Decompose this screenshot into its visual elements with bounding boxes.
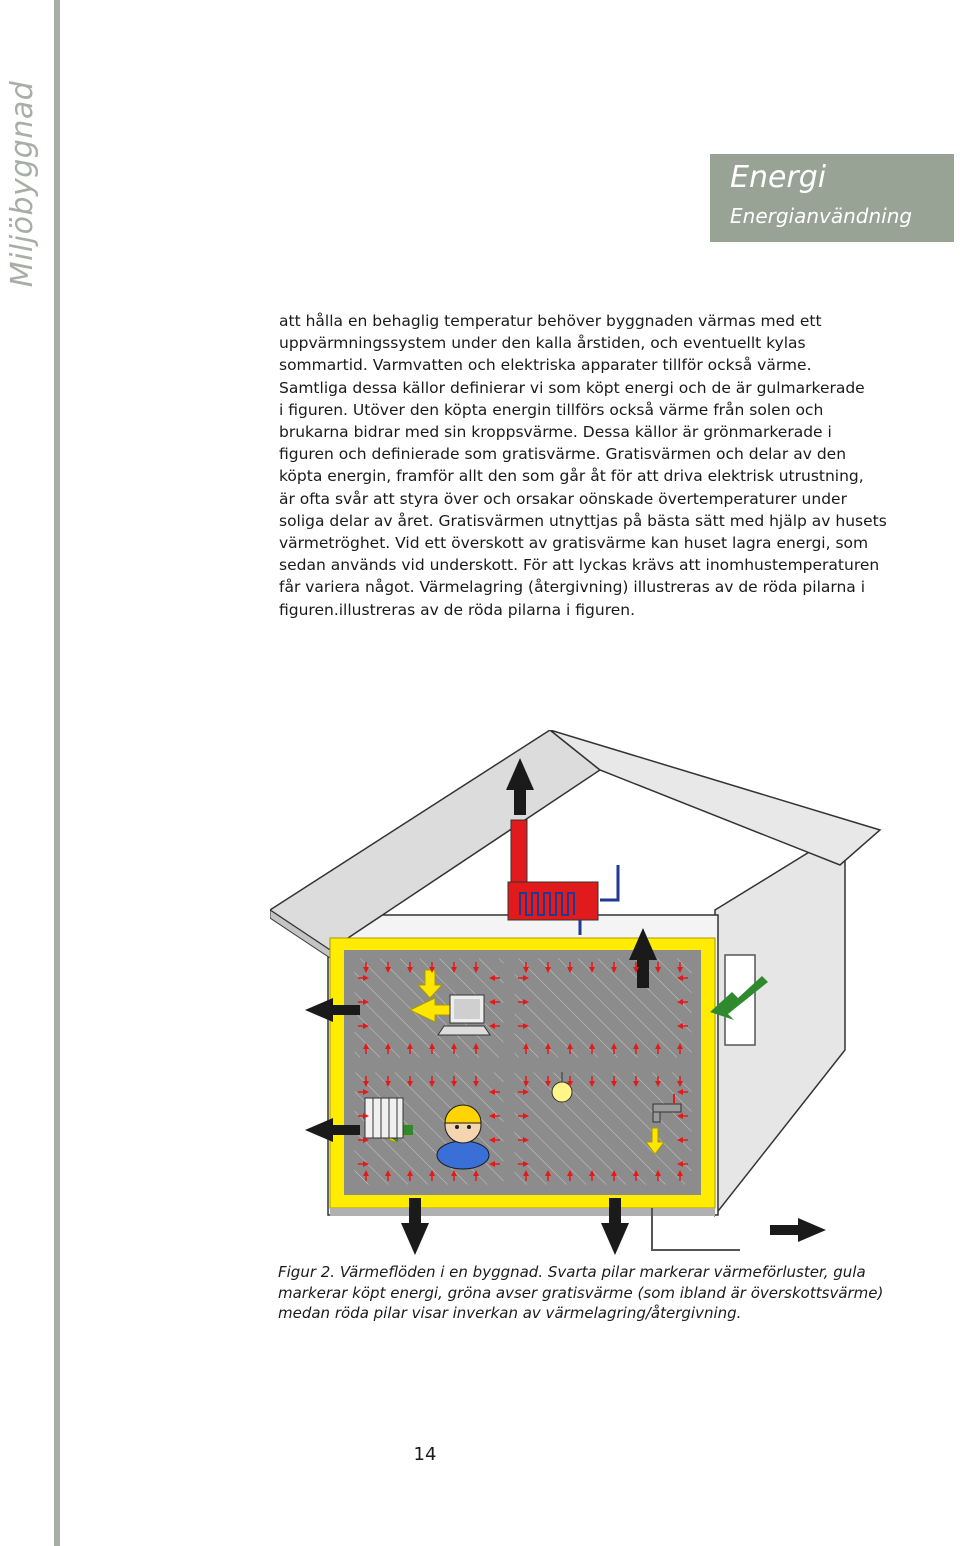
heating-pipe bbox=[600, 865, 618, 900]
sidebar-title: Miljöbyggnad bbox=[5, 80, 40, 288]
sidebar-rule bbox=[54, 0, 60, 1546]
body-paragraph bbox=[279, 310, 919, 621]
section-title: Energi bbox=[730, 160, 827, 195]
body-line: att hålla en behaglig temperatur behöver byggnaden värmas med ett bbox=[279, 312, 822, 330]
ground-slab bbox=[330, 1208, 715, 1216]
radiator-icon bbox=[365, 1098, 403, 1138]
section-subtitle: Energianvändning bbox=[730, 204, 913, 228]
caption-line: medan röda pilar visar inverkan av värmelagring/återgivning. bbox=[278, 1304, 742, 1322]
body-line: Samtliga dessa källor definierar vi som köpt energi och de är gulmarkerade bbox=[279, 378, 865, 397]
caption-line: markerar köpt energi, gröna avser gratisvärme (som ibland är överskottsvärme) bbox=[278, 1283, 884, 1302]
body-line: i figuren. Utöver den köpta energin tillförs också värme från solen och bbox=[279, 400, 824, 419]
heat-flow-figure bbox=[270, 730, 960, 1260]
body-line: uppvärmningssystem under den kalla årstiden, och eventuellt kylas bbox=[279, 334, 806, 353]
body-line: sedan används vid underskott. För att lyckas krävs att inomhustemperaturen bbox=[279, 556, 880, 575]
roof-right bbox=[550, 730, 880, 865]
room-lower-right bbox=[514, 1072, 692, 1185]
boiler-icon bbox=[508, 882, 598, 920]
body-line: är ofta svår att styra över och orsakar oönskade övertemperaturer under bbox=[279, 489, 847, 508]
body-line: figuren.illustreras av de röda pilarna i figuren. bbox=[279, 600, 636, 619]
building-diagram bbox=[270, 730, 960, 1260]
room-upper-right bbox=[514, 958, 692, 1058]
body-line: soliga delar av året. Gratisvärmen utnyttjas på bästa sätt med hjälp av husets bbox=[279, 511, 887, 530]
body-line: värmetröghet. Vid ett överskott av gratisvärme kan huset lagra energi, som bbox=[279, 534, 869, 553]
page-number: 14 bbox=[413, 1444, 437, 1465]
figure-caption bbox=[278, 1262, 898, 1324]
body-line: får variera något. Värmelagring (återgivning) illustreras av de röda pilarna i bbox=[279, 578, 866, 597]
body-line: köpta energin, framför allt den som går åt för att driva elektrisk utrustning, bbox=[279, 467, 864, 486]
caption-line: Figur 2. Värmeflöden i en byggnad. Svarta pilar markerar värmeförluster, gula bbox=[278, 1263, 866, 1281]
body-line: brukarna bidrar med sin kroppsvärme. Dessa källor är grönmarkerade i bbox=[279, 423, 832, 442]
chimney bbox=[511, 820, 527, 890]
section-header bbox=[710, 154, 954, 242]
body-line: figuren och definierade som gratisvärme. Gratisvärmen och delar av den bbox=[279, 445, 847, 464]
body-line: sommartid. Varmvatten och elektriska apparater tillför också värme. bbox=[279, 356, 812, 375]
loss-arrow bbox=[770, 1218, 826, 1242]
